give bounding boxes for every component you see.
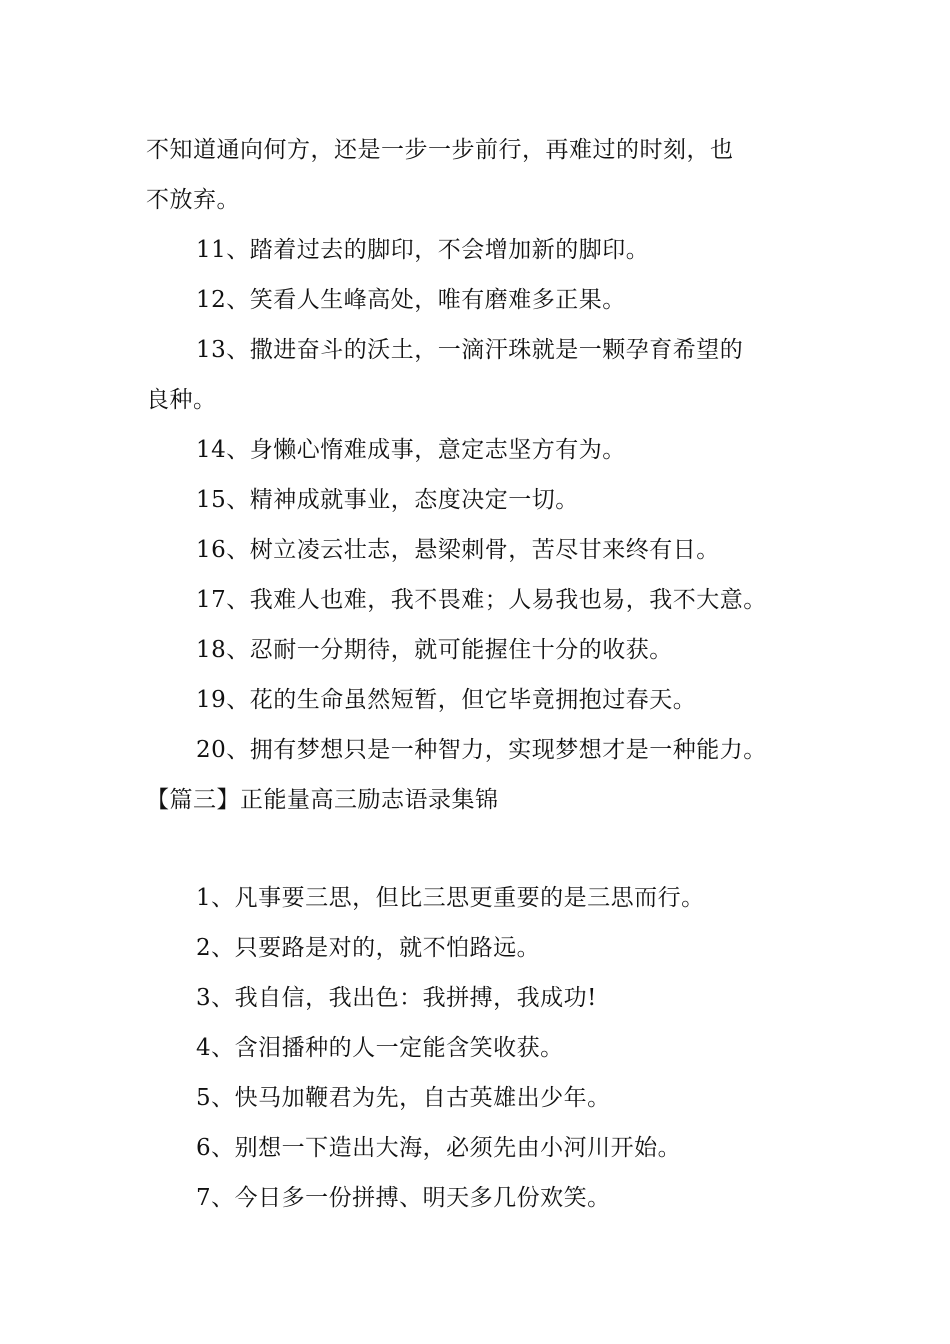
paragraph-line: 不知道通向何方，还是一步一步前行，再难过的时刻，也 xyxy=(146,137,734,163)
section-heading: 【篇三】正能量高三励志语录集锦 xyxy=(146,787,499,813)
list-item: 19、花的生命虽然短暂，但它毕竟拥抱过春天。 xyxy=(196,687,697,713)
list-item: 12、笑看人生峰高处，唯有磨难多正果。 xyxy=(196,287,626,313)
list-item: 3、我自信，我出色：我拼搏，我成功! xyxy=(196,985,597,1011)
list-item: 2、只要路是对的，就不怕路远。 xyxy=(196,935,541,961)
list-item: 13、撒进奋斗的沃土，一滴汗珠就是一颗孕育希望的 xyxy=(196,337,744,363)
list-item: 18、忍耐一分期待，就可能握住十分的收获。 xyxy=(196,637,673,663)
list-item: 11、踏着过去的脚印，不会增加新的脚印。 xyxy=(196,237,650,263)
list-item: 14、身懒心惰难成事，意定志坚方有为。 xyxy=(196,437,626,463)
list-item: 7、今日多一份拼搏、明天多几份欢笑。 xyxy=(196,1185,611,1211)
paragraph-line: 不放弃。 xyxy=(146,187,240,213)
paragraph-line: 良种。 xyxy=(146,387,217,413)
list-item: 4、含泪播种的人一定能含笑收获。 xyxy=(196,1035,564,1061)
list-item: 5、快马加鞭君为先，自古英雄出少年。 xyxy=(196,1085,611,1111)
list-item: 16、树立凌云壮志，悬梁刺骨，苦尽甘来终有日。 xyxy=(196,537,720,563)
list-item: 17、我难人也难，我不畏难；人易我也易，我不大意。 xyxy=(196,587,767,613)
list-item: 20、拥有梦想只是一种智力，实现梦想才是一种能力。 xyxy=(196,737,767,763)
list-item: 15、精神成就事业，态度决定一切。 xyxy=(196,487,579,513)
list-item: 6、别想一下造出大海，必须先由小河川开始。 xyxy=(196,1135,682,1161)
list-item: 1、凡事要三思，但比三思更重要的是三思而行。 xyxy=(196,885,705,911)
